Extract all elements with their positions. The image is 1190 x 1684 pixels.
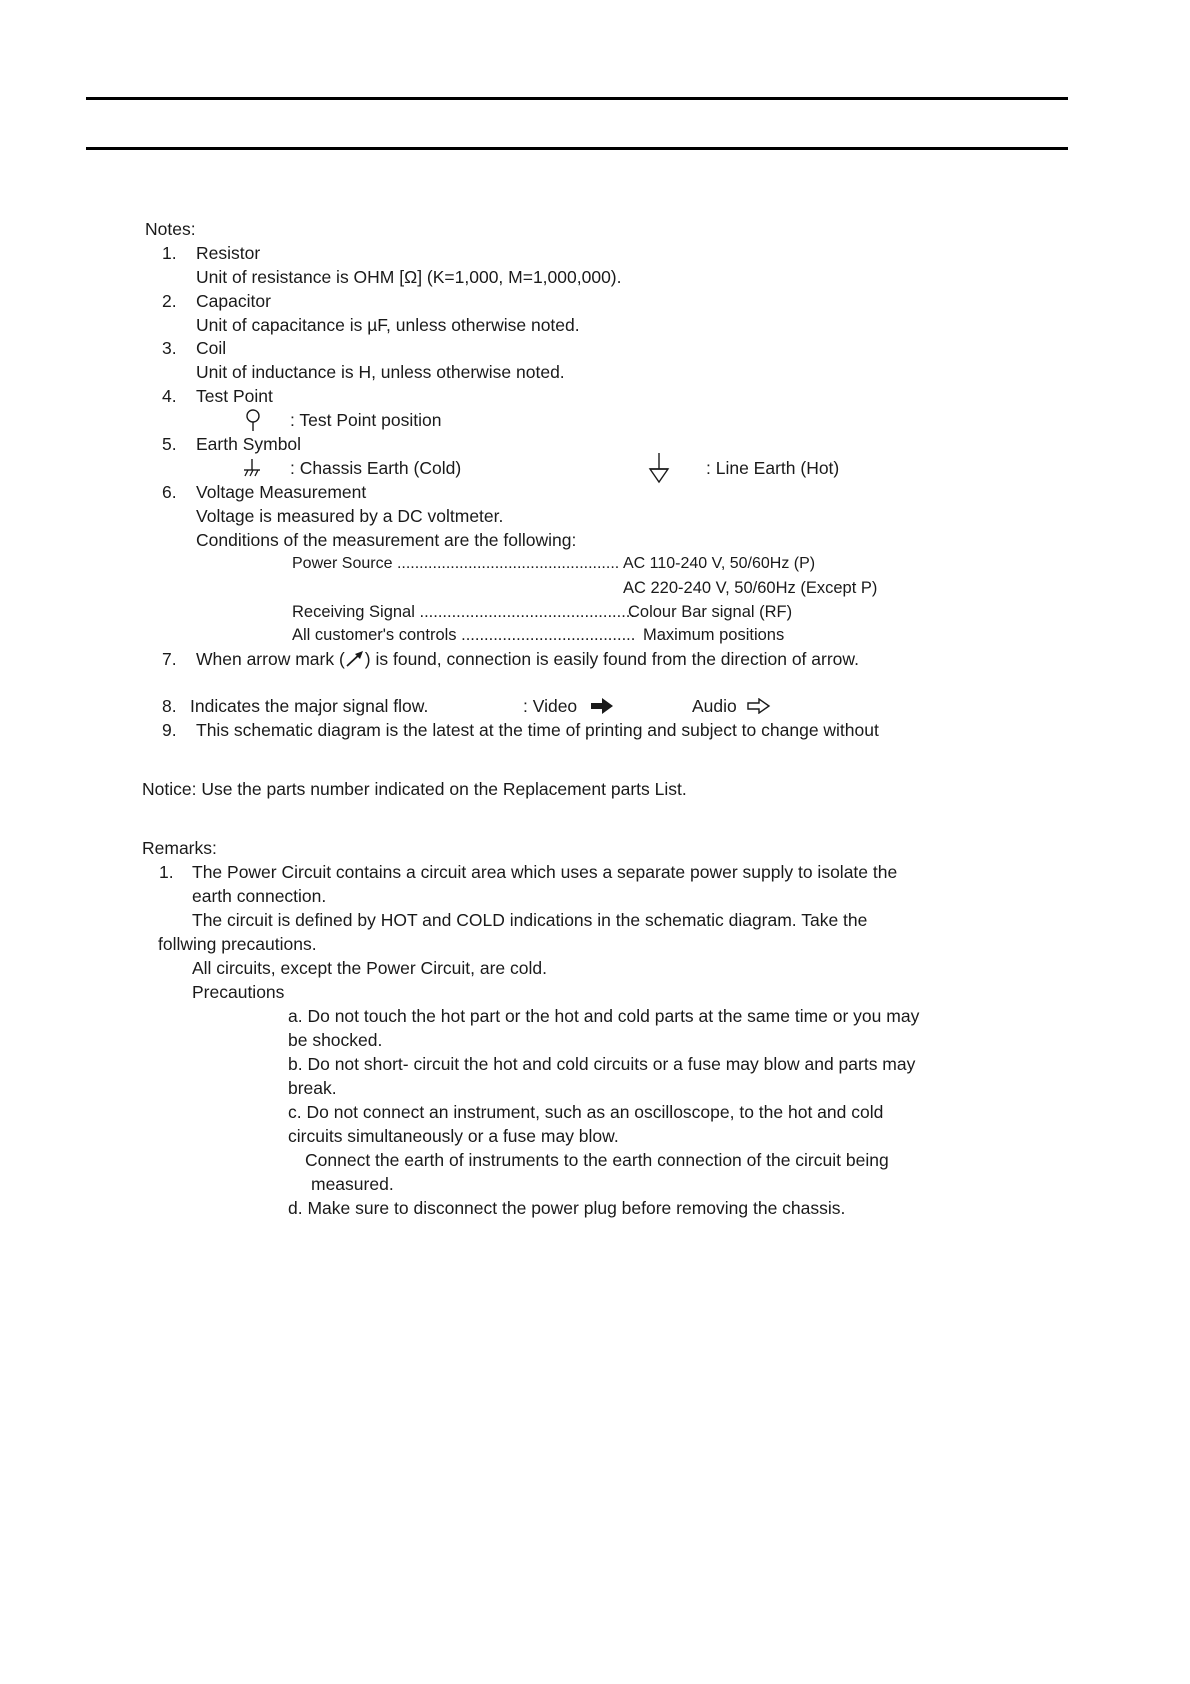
note-2-number: 2. bbox=[162, 291, 177, 311]
remarks-heading: Remarks: bbox=[142, 838, 217, 858]
cond-controls-value: Maximum positions bbox=[643, 626, 785, 644]
cond-power-value-2: AC 220-240 V, 50/60Hz (Except P) bbox=[623, 579, 878, 597]
remark-1-line-5: All circuits, except the Power Circuit, are cold. bbox=[192, 958, 547, 978]
second-rule bbox=[86, 147, 1068, 150]
cond-power-label: Power Source .................................................. bbox=[292, 555, 620, 572]
note-6-text-2: Conditions of the measurement are the following: bbox=[196, 530, 577, 550]
note-6-title: Voltage Measurement bbox=[196, 482, 367, 502]
arrow-mark-icon bbox=[345, 650, 365, 666]
chassis-earth-icon bbox=[242, 458, 262, 478]
note-1-text: Unit of resistance is OHM [Ω] (K=1,000, M=1,000,000). bbox=[196, 267, 622, 287]
note-4-title: Test Point bbox=[196, 386, 273, 406]
precaution-b-line-2: break. bbox=[288, 1078, 337, 1098]
precaution-b-line-1: b. Do not short- circuit the hot and cold circuits or a fuse may blow and parts may bbox=[288, 1054, 916, 1074]
remark-1-line-4: follwing precautions. bbox=[158, 934, 317, 954]
note-8-text: Indicates the major signal flow. bbox=[190, 696, 429, 716]
remark-1-line-2: earth connection. bbox=[192, 886, 327, 906]
remark-1-line-1: The Power Circuit contains a circuit area which uses a separate power supply to isolate the bbox=[192, 862, 898, 882]
note-1-title: Resistor bbox=[196, 243, 261, 263]
note-3-number: 3. bbox=[162, 338, 177, 358]
precaution-c-line-4: measured. bbox=[311, 1174, 394, 1194]
cond-signal-value: Colour Bar signal (RF) bbox=[628, 603, 793, 621]
note-9-text: This schematic diagram is the latest at the time of printing and subject to change without bbox=[196, 720, 879, 740]
precaution-d-line-1: d. Make sure to disconnect the power plug before removing the chassis. bbox=[288, 1198, 846, 1218]
top-rule bbox=[86, 97, 1068, 100]
notes-heading: Notes: bbox=[145, 219, 196, 239]
remark-1-number: 1. bbox=[159, 862, 174, 882]
note-3-text: Unit of inductance is H, unless otherwise noted. bbox=[196, 362, 565, 382]
note-5-title: Earth Symbol bbox=[196, 434, 302, 454]
note-3-title: Coil bbox=[196, 338, 227, 358]
note-7-number: 7. bbox=[162, 649, 177, 669]
precaution-c-line-2: circuits simultaneously or a fuse may blow. bbox=[288, 1126, 619, 1146]
remark-1-line-3: The circuit is defined by HOT and COLD indications in the schematic diagram. Take the bbox=[192, 910, 868, 930]
note-9-number: 9. bbox=[162, 720, 177, 740]
line-earth-icon bbox=[648, 452, 670, 484]
note-8-video-label: : Video bbox=[523, 696, 578, 716]
notice-text: Notice: Use the parts number indicated on the Replacement parts List. bbox=[142, 779, 687, 799]
note-5-number: 5. bbox=[162, 434, 177, 454]
test-point-icon bbox=[244, 408, 262, 432]
note-2-title: Capacitor bbox=[196, 291, 271, 311]
note-7-text bbox=[196, 648, 859, 670]
chassis-earth-label: : Chassis Earth (Cold) bbox=[290, 458, 462, 478]
audio-arrow-icon bbox=[747, 698, 771, 714]
note-1-number: 1. bbox=[162, 243, 177, 263]
cond-signal-label: Receiving Signal ............................................... bbox=[292, 603, 635, 621]
note-2-text: Unit of capacitance is µF, unless otherwise noted. bbox=[196, 315, 580, 335]
line-earth-label: : Line Earth (Hot) bbox=[706, 458, 840, 478]
note-4-text: : Test Point position bbox=[290, 410, 442, 430]
note-6-number: 6. bbox=[162, 482, 177, 502]
video-arrow-icon bbox=[590, 698, 614, 714]
note-7-text-end: ) is found, connection is easily found from the direction of arrow. bbox=[364, 649, 859, 669]
cond-controls-label: All customer's controls ...................................... bbox=[292, 626, 636, 644]
note-4-number: 4. bbox=[162, 386, 177, 406]
note-8-audio-label: Audio bbox=[692, 696, 737, 716]
precautions-heading: Precautions bbox=[192, 982, 285, 1002]
precaution-a-line-1: a. Do not touch the hot part or the hot and cold parts at the same time or you may bbox=[288, 1006, 920, 1026]
note-7-text-start: When arrow mark ( bbox=[196, 649, 345, 669]
precaution-c-line-3: Connect the earth of instruments to the earth connection of the circuit being bbox=[305, 1150, 889, 1170]
note-8-number: 8. bbox=[162, 696, 177, 716]
precaution-a-line-2: be shocked. bbox=[288, 1030, 383, 1050]
cond-power-value-1: AC 110-240 V, 50/60Hz (P) bbox=[623, 555, 816, 572]
note-6-text-1: Voltage is measured by a DC voltmeter. bbox=[196, 506, 504, 526]
precaution-c-line-1: c. Do not connect an instrument, such as an oscilloscope, to the hot and cold bbox=[288, 1102, 884, 1122]
